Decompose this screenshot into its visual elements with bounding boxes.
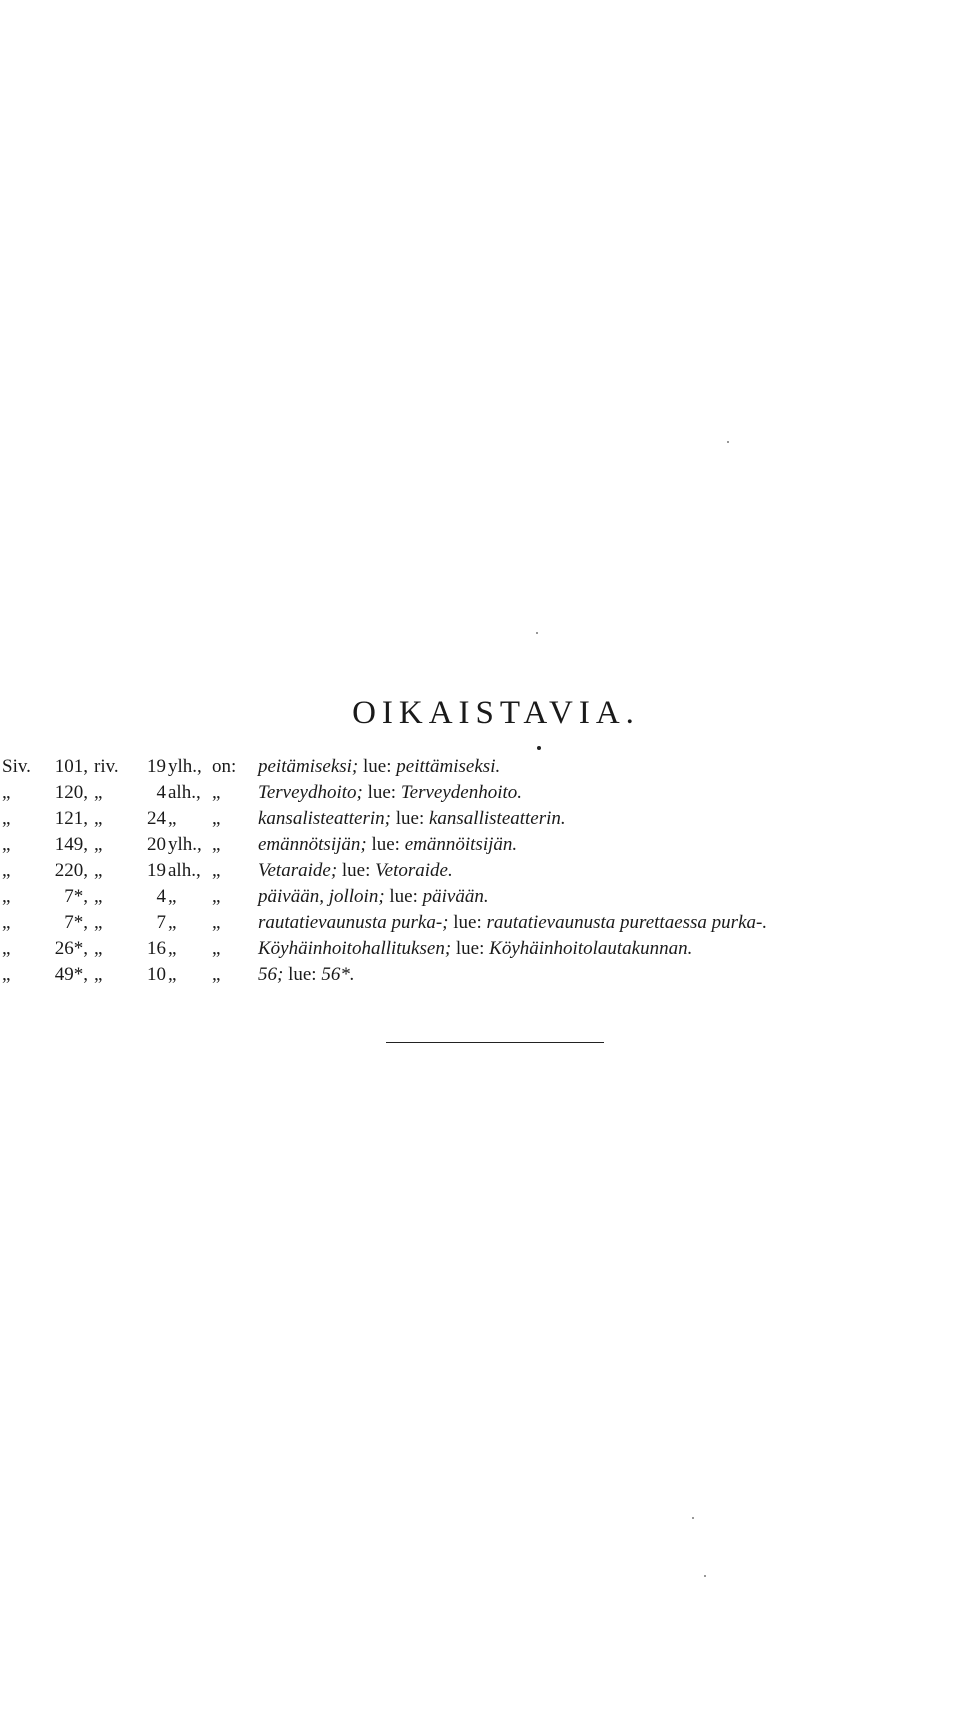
errata-line-number: 19 [147,860,166,881]
errata-riv: „ [94,964,103,985]
errata-line-number: 7 [156,912,166,933]
errata-on: „ [212,860,221,881]
errata-page-number: 121, [54,808,88,829]
errata-position: „ [168,938,177,959]
errata-correction [258,858,453,884]
errata-page-number: 220, [54,860,88,881]
errata-right-text: peittämiseksi. [396,756,501,777]
errata-right-text: emännöitsijän. [404,834,518,855]
errata-on: „ [212,808,221,829]
errata-list [0,754,960,988]
errata-prefix: „ [2,860,11,881]
errata-right-text: rautatievaunusta purettaessa purka-. [486,912,768,933]
errata-position: ylh., [168,756,202,777]
errata-position: „ [168,912,177,933]
errata-riv: „ [94,782,103,803]
errata-lue: lue: [288,964,317,985]
errata-prefix: „ [2,808,11,829]
errata-wrong-text: peitämiseksi; [258,756,359,777]
errata-correction [258,806,566,832]
errata-position: ylh., [168,834,202,855]
errata-prefix: „ [2,964,11,985]
errata-right-text: Terveydenhoito. [400,782,523,803]
errata-lue: lue: [367,782,397,803]
errata-riv: „ [94,912,103,933]
errata-right-text: kansallisteatterin. [428,808,566,829]
errata-riv: riv. [94,756,119,777]
errata-lue: lue: [395,808,425,829]
errata-position: „ [168,964,177,985]
errata-lue: lue: [371,834,400,855]
errata-row [0,962,960,988]
errata-wrong-text: Vetaraide; [258,860,338,881]
errata-on: „ [212,912,221,933]
errata-on: „ [212,782,221,803]
errata-right-text: Köyhäinhoitolautakunnan. [489,938,693,959]
errata-riv: „ [94,860,103,881]
errata-on: „ [212,938,221,959]
errata-riv: „ [94,886,103,907]
errata-correction [258,754,500,780]
errata-wrong-text: kansalisteatterin; [258,808,391,829]
errata-correction [258,962,355,988]
errata-on: „ [212,886,221,907]
errata-row [0,910,960,936]
errata-page-number: 120, [54,782,88,803]
errata-row [0,806,960,832]
errata-line-number: 16 [147,938,166,959]
closing-rule [386,1042,604,1043]
errata-wrong-text: rautatievaunusta purka-; [258,912,449,933]
errata-line-number: 4 [156,782,166,803]
errata-prefix: „ [2,938,11,959]
errata-row [0,858,960,884]
speck [704,1575,706,1577]
errata-page-number: 7*, [64,912,88,933]
speck [536,632,538,634]
errata-prefix: „ [2,834,11,855]
errata-wrong-text: 56; [258,964,284,985]
page-title: OIKAISTAVIA. [352,695,640,731]
errata-wrong-text: päivään, jolloin; [258,886,385,907]
errata-line-number: 10 [147,964,166,985]
speck [537,746,541,750]
errata-right-text: Vetoraide. [375,860,453,881]
errata-prefix: „ [2,912,11,933]
errata-wrong-text: Köyhäinhoitohallituksen; [258,938,452,959]
errata-correction [258,780,522,806]
errata-row [0,754,960,780]
errata-wrong-text: emännötsijän; [258,834,367,855]
errata-on: „ [212,964,221,985]
speck [692,1517,694,1519]
errata-position: „ [168,808,177,829]
errata-page-number: 149, [54,834,88,855]
errata-line-number: 19 [147,756,166,777]
errata-lue: lue: [389,886,418,907]
errata-on: „ [212,834,221,855]
errata-line-number: 24 [147,808,166,829]
errata-prefix: Siv. [2,756,31,777]
errata-correction [258,884,489,910]
errata-on: on: [212,756,237,777]
errata-position: alh., [168,860,201,881]
errata-lue: lue: [341,860,371,881]
errata-prefix: „ [2,782,11,803]
errata-wrong-text: Terveydhoito; [258,782,363,803]
errata-lue: lue: [363,756,392,777]
errata-correction [258,832,517,858]
errata-correction [258,910,767,936]
errata-line-number: 20 [147,834,166,855]
errata-page-number: 101, [54,756,88,777]
errata-riv: „ [94,808,103,829]
errata-page-number: 49*, [54,964,88,985]
errata-riv: „ [94,938,103,959]
errata-prefix: „ [2,886,11,907]
errata-lue: lue: [453,912,482,933]
errata-right-text: päivään. [422,886,489,907]
speck [727,441,729,443]
errata-page-number: 7*, [64,886,88,907]
errata-position: „ [168,886,177,907]
errata-right-text: 56*. [321,964,355,985]
errata-lue: lue: [455,938,485,959]
errata-line-number: 4 [156,886,166,907]
errata-position: alh., [168,782,201,803]
errata-correction [258,936,692,962]
errata-row [0,936,960,962]
errata-riv: „ [94,834,103,855]
errata-row [0,780,960,806]
errata-row [0,884,960,910]
errata-row [0,832,960,858]
errata-page-number: 26*, [54,938,88,959]
